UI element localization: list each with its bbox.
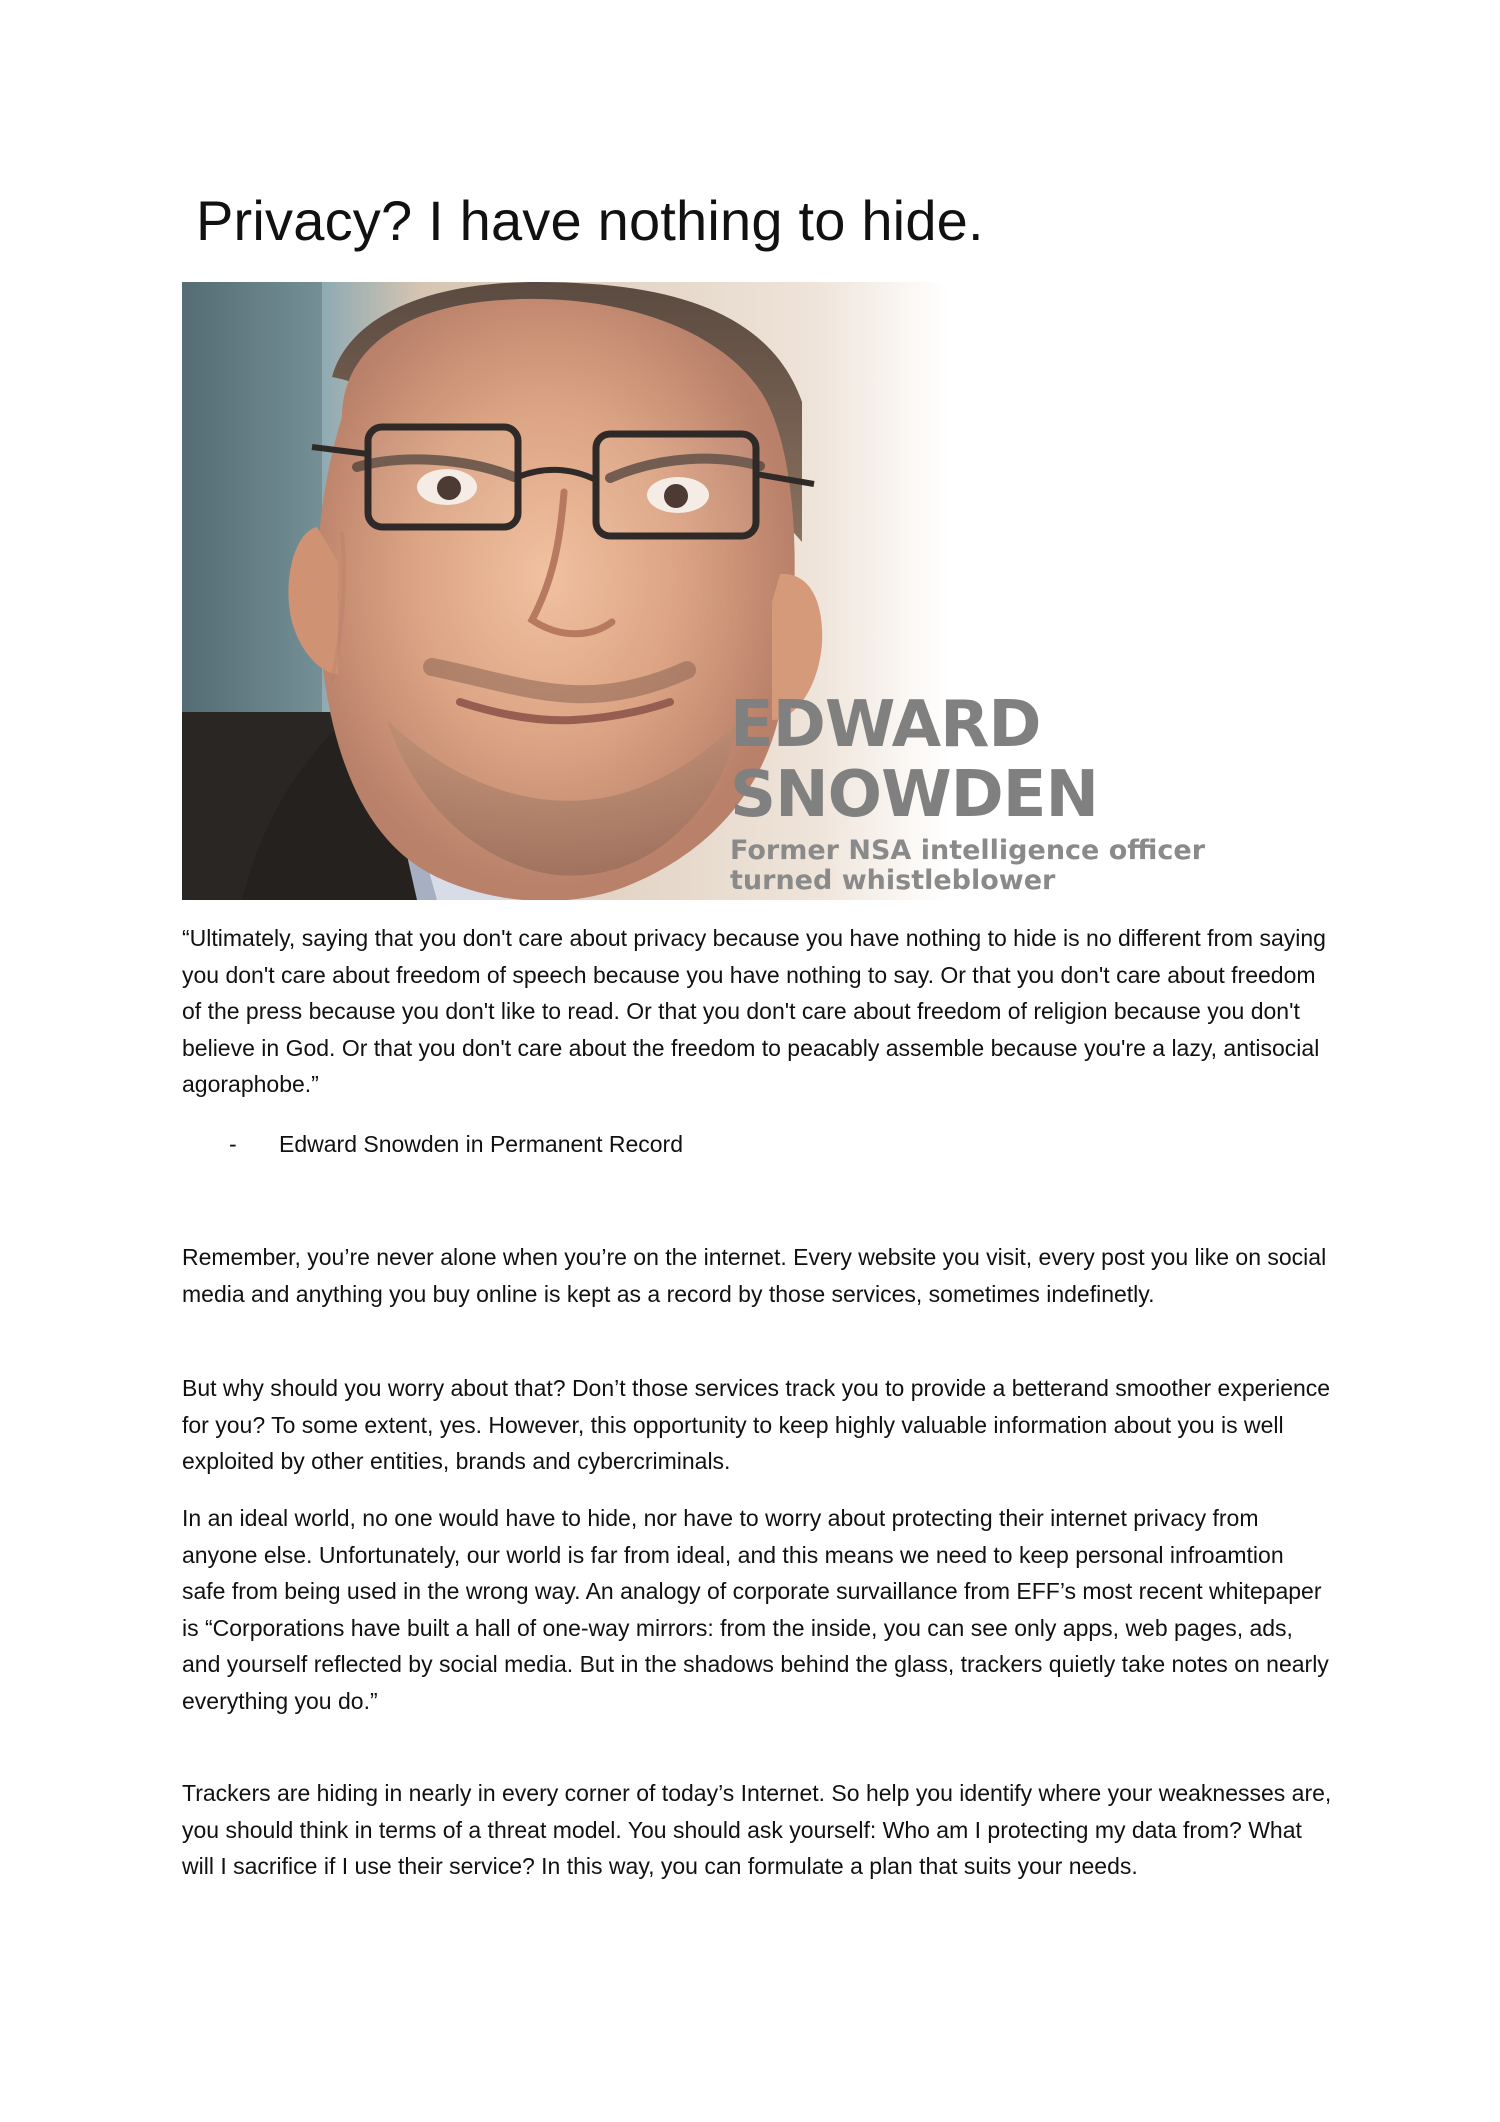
citation-dash: - — [229, 1131, 237, 1157]
section-spacer — [182, 1182, 183, 1183]
portrait-caption — [730, 690, 1260, 896]
body-paragraph: But why should you worry about that? Don’t those services track you to provide a betterand smoother experience for you? To some extent, yes. However, this opportunity to keep highly valuable information about you is well exploited by other entities, brands and cybercriminals. — [182, 1375, 1331, 1474]
body-paragraph: Trackers are hiding in nearly in every corner of today’s Internet. So help you identify where your weaknesses are, you should think in terms of a threat model. You should ask yourself: Who am I protecting my data from? What will I sacrifice if I use their service? In this way, you can formulate a plan that suits your needs. — [182, 1780, 1332, 1879]
body-paragraph: Remember, you’re never alone when you’re on the internet. Every website you visit, every post you like on social media and anything you buy online is kept as a record by those services, sometimes indefinetly. — [182, 1244, 1327, 1307]
citation-text: Edward Snowden in Permanent Record — [279, 1131, 684, 1157]
portrait-image — [182, 282, 1276, 900]
body-paragraph: In an ideal world, no one would have to hide, nor have to worry about protecting their internet privacy from anyone else. Unfortunately, our world is far from ideal, and this means we need to keep personal infroamtion safe from being used in the wrong way. An analogy of corporate survaillance from EFF’s most recent whitepaper is “Corporations have built a hall of one-way mirrors: from the inside, you can see only apps, web pages, ads, and yourself reflected by social media. But in the shadows behind the glass, trackers quietly take notes on nearly everything you do.” — [182, 1505, 1329, 1714]
quote-citation — [229, 1126, 683, 1162]
portrait-role: Former NSA intelligence officer turned whistleblower — [730, 835, 1206, 896]
quote-paragraph: “Ultimately, saying that you don't care about privacy because you have nothing to hide is no different from saying you don't care about freedom of speech because you have nothing to say. Or that you don't care about freedom of the press because you don't like to read. Or that you don't care about freedom of religion because you don't believe in God. Or that you don't care about the freedom to peacably assemble because you're a lazy, antisocial agoraphobe.” — [182, 925, 1326, 1097]
portrait-name: EDWARD SNOWDEN — [730, 688, 1099, 832]
page-title: Privacy? I have nothing to hide. — [196, 189, 984, 252]
